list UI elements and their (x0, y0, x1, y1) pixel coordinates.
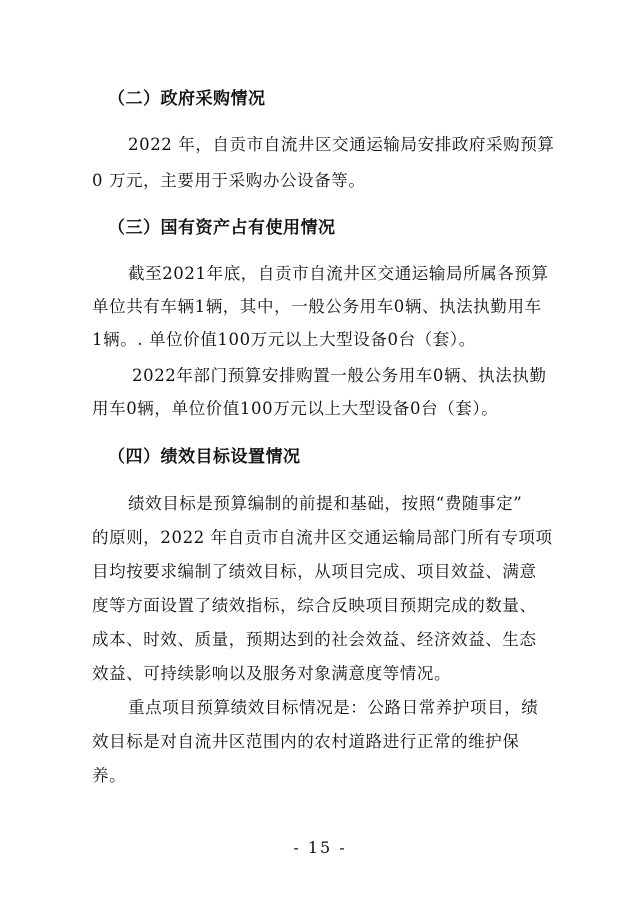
paragraph-line: 重点项目预算绩效目标情况是：公路日常养护项目，绩 (128, 698, 539, 717)
paragraph-line: 目均按要求编制了绩效目标，从项目完成、项目效益、满意 (92, 562, 537, 581)
paragraph-line: 0 万元，主要用于采购办公设备等。 (92, 171, 366, 190)
paragraph-line: 成本、时效、质量，预期达到的社会效益、经济效益、生态 (92, 630, 537, 649)
paragraph-line: 效目标是对自流井区范围内的农村道路进行正常的维护保 (92, 732, 520, 751)
paragraph-line: 截至2021年底，自贡市自流井区交通运输局所属各预算 (128, 264, 549, 283)
paragraph-line: 的原则，2022 年自贡市自流井区交通运输局部门所有专项项 (92, 528, 553, 547)
paragraph-line: 绩效目标是预算编制的前提和基础，按照“费随事定” (128, 494, 523, 513)
section-heading-performance: （四）绩效目标设置情况 (108, 447, 301, 467)
paragraph-line: 1辆。. 单位价值100万元以上大型设备0台（套）。 (92, 330, 476, 349)
paragraph-line: 养。 (92, 766, 127, 785)
paragraph-line: 2022 年，自贡市自流井区交通运输局安排政府采购预算 (128, 135, 555, 154)
section-heading-assets: （三）国有资产占有使用情况 (108, 218, 336, 238)
paragraph-line: 度等方面设置了绩效指标，综合反映项目预期完成的数量、 (92, 596, 537, 615)
page-number: - 15 - (293, 838, 347, 857)
paragraph-line: 效益、可持续影响以及服务对象满意度等情况。 (92, 664, 452, 683)
paragraph-line: 用车0辆，单位价值100万元以上大型设备0台（套）。 (92, 399, 499, 418)
section-heading-procurement: （二）政府采购情况 (108, 89, 266, 109)
paragraph-line: 2022年部门预算安排购置一般公务用车0辆、执法执勤 (132, 366, 547, 385)
paragraph-line: 单位共有车辆1辆，其中，一般公务用车0辆、执法执勤用车 (92, 297, 542, 316)
